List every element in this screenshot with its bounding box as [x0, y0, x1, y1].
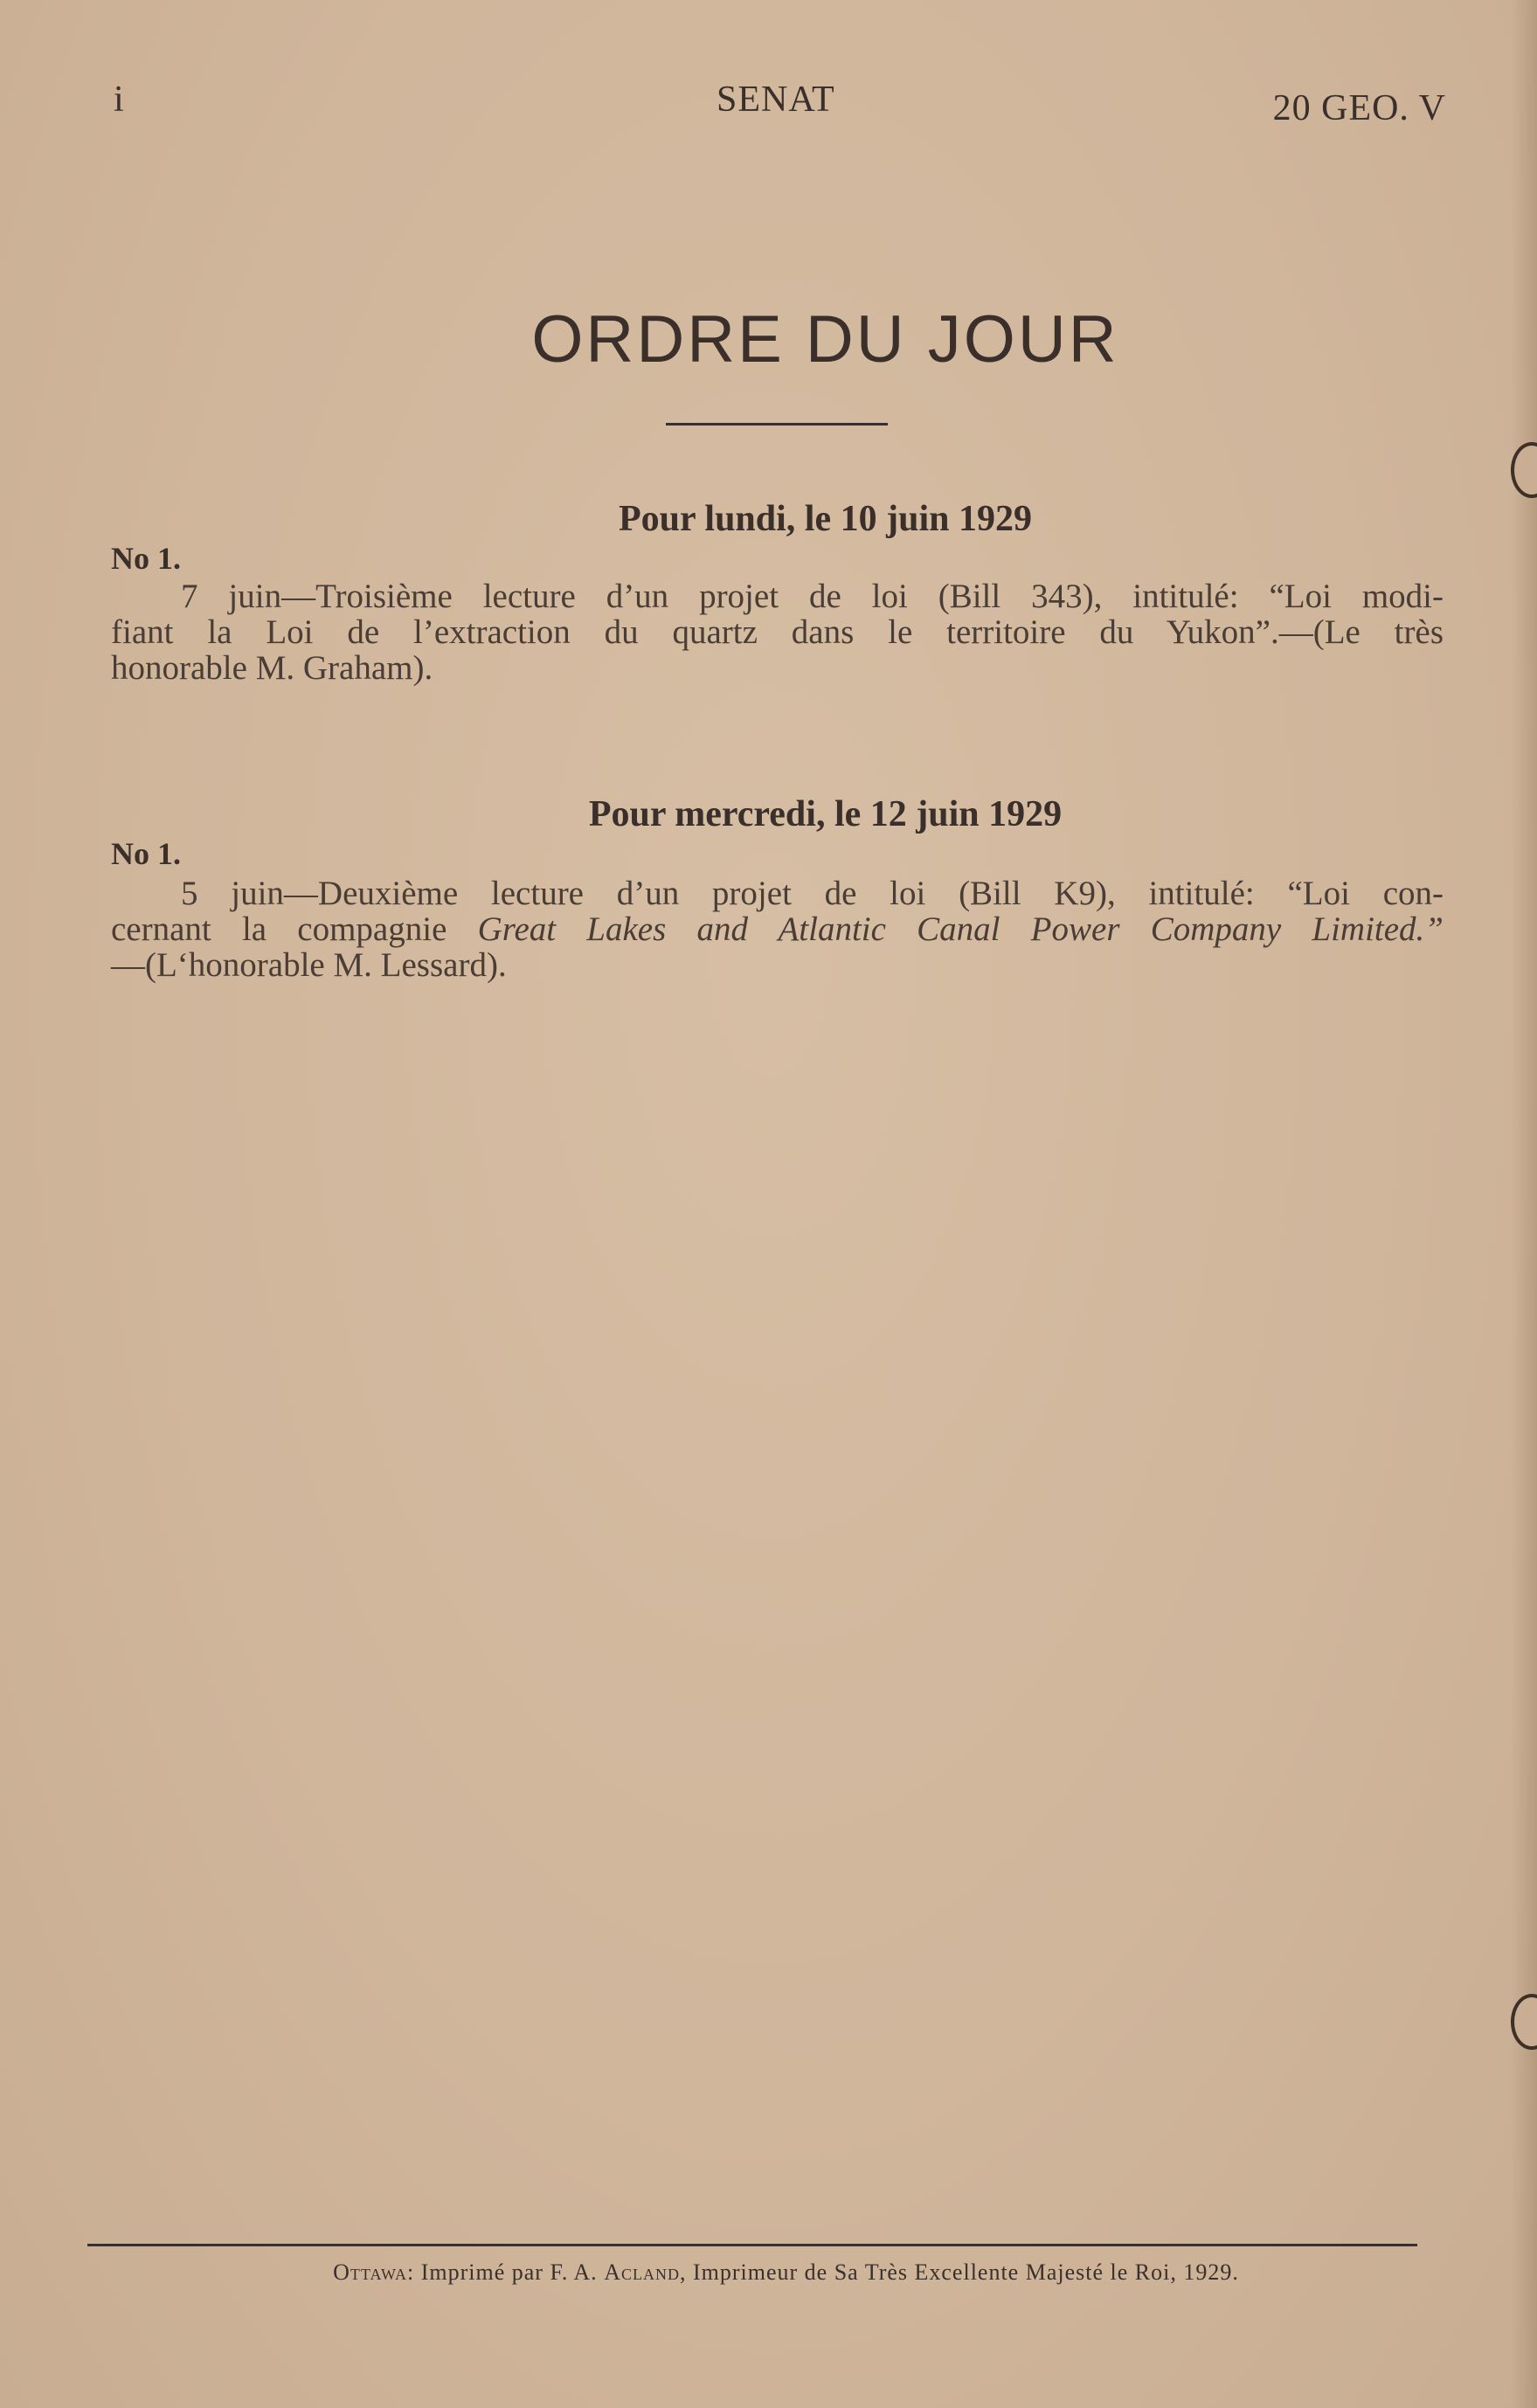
- imprint-text: : Imprimé par F. A.: [407, 2259, 605, 2285]
- printer-imprint: [0, 2259, 1537, 2286]
- imprint-city: Ottawa: [333, 2259, 408, 2285]
- imprint-printer: Acland: [604, 2259, 680, 2285]
- order-item-wednesday: [111, 875, 1444, 983]
- page-folio: i: [114, 80, 124, 120]
- text-line: [111, 911, 1444, 947]
- text-line: fiant la Loi de l’extraction du quartz dans le territoire du Yukon”.—(Le très: [111, 613, 1444, 651]
- footer-rule: [87, 2244, 1417, 2246]
- company-name: Great Lakes and Atlantic Canal Power Company Limited.”: [477, 910, 1444, 948]
- regnal-year: 20 GEO. V: [1272, 88, 1446, 128]
- text-line: —(L‘honorable M. Lessard).: [111, 946, 507, 984]
- imprint-rest: , Imprimeur de Sa Très Excellente Majesté le Roi, 1929.: [679, 2259, 1239, 2285]
- running-head-title: SENAT: [717, 80, 835, 120]
- text-fragment: cernant la compagnie: [111, 910, 478, 948]
- section-heading-wednesday: Pour mercredi, le 12 juin 1929: [588, 794, 1063, 834]
- text-line: 5 juin—Deuxième lecture d’un projet de loi (Bill K9), intitulé: “Loi con-: [181, 875, 1444, 912]
- section-heading-monday: Pour lundi, le 10 juin 1929: [619, 499, 1032, 539]
- item-number-monday: No 1.: [111, 541, 181, 576]
- item-number-wednesday: No 1.: [111, 836, 181, 871]
- running-head: [114, 79, 1446, 131]
- order-item-monday: [111, 578, 1444, 686]
- page-title: ORDRE DU JOUR: [531, 302, 1119, 377]
- text-line: honorable M. Graham).: [111, 649, 433, 687]
- text-line: 7 juin—Troisième lecture d’un projet de loi (Bill 343), intitulé: “Loi modi-: [181, 578, 1444, 615]
- title-rule: [666, 423, 888, 426]
